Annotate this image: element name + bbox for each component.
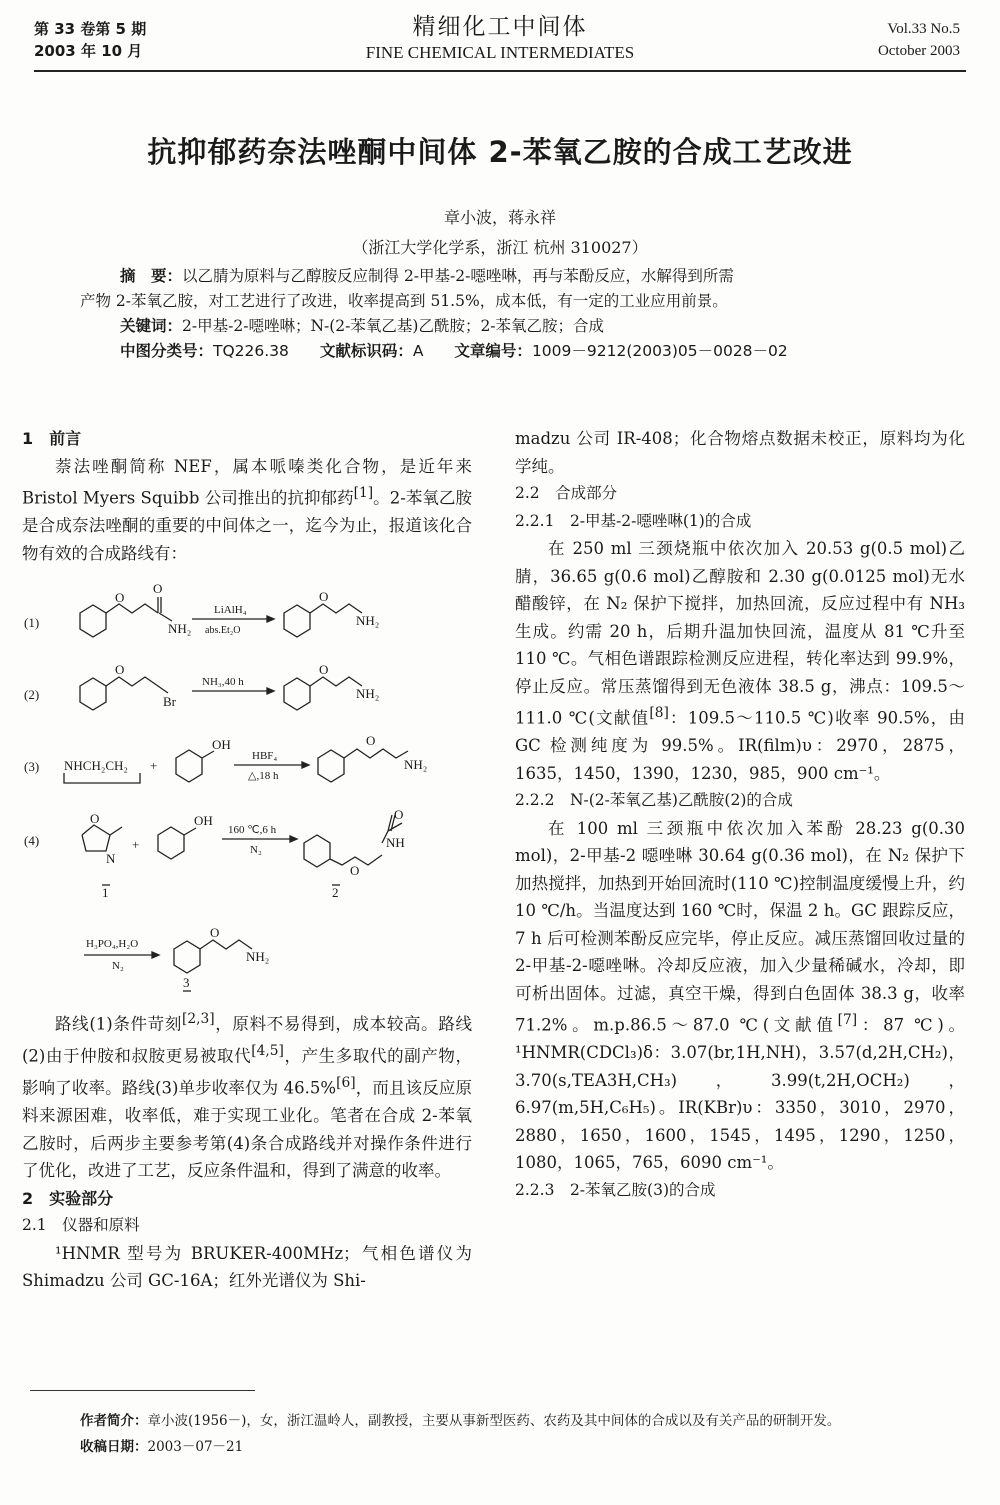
discussion-text-a: 路线(1)条件苛刻 bbox=[55, 1014, 182, 1034]
route-2-conditions: NH₃,40 h bbox=[202, 676, 244, 688]
journal-name-cn: 精细化工中间体 bbox=[412, 14, 588, 40]
author-bio-text: 章小波(1956－)，女，浙江温岭人，副教授，主要从事新型医药、农药及其中间体的合成以及有关产品的研制开发。 bbox=[147, 1413, 841, 1429]
discussion-text-d: ，而且该反应原料来源困难，收率低，难于实现工业化。笔者在合成 2-苯氧乙胺时，后两步主要参考第(4)条合成路线并对操作条件进行了优化，改进了工艺，反应条件温和，得到了满意的收率。 bbox=[22, 1078, 472, 1180]
footnote bbox=[80, 1408, 840, 1460]
route-3-catalyst: HBF₄ bbox=[252, 750, 278, 762]
atom-nh: NH bbox=[386, 835, 405, 850]
atom-n: N bbox=[106, 851, 116, 866]
compound-1-label: 1 bbox=[102, 885, 109, 900]
citation: [2,3] bbox=[182, 1011, 215, 1027]
atom-oh: OH bbox=[194, 813, 213, 828]
keywords-label: 关键词： bbox=[120, 317, 183, 335]
authors: 章小波，蒋永祥 bbox=[443, 208, 556, 227]
clc-value: TQ226.38 bbox=[213, 342, 289, 360]
instruments-paragraph: ¹HNMR 型号为 BRUKER-400MHz；气相色谱仪为 Shimadzu 公司 GC-16A；红外光谱仪为 Shi- bbox=[22, 1243, 472, 1290]
atom-o: O bbox=[319, 662, 329, 677]
instruments-continued: madzu 公司 IR-408；化合物熔点数据未校正，原料均为化学纯。 bbox=[515, 429, 965, 476]
oxazoline-paragraph bbox=[515, 535, 965, 787]
section-heading-intro: 1 前言 bbox=[22, 429, 82, 448]
route-2-label: (2) bbox=[24, 687, 40, 702]
affiliation: （浙江大学化学系，浙江 杭州 310027） bbox=[352, 238, 648, 257]
synthesis-routes-figure bbox=[22, 573, 472, 998]
routes-discussion bbox=[22, 1006, 472, 1185]
doc-code-label: 文献标识码： bbox=[319, 342, 413, 360]
route-1-label: (1) bbox=[24, 615, 40, 630]
intro-text-a: 萘法唑酮简称 NEF，属本哌嗪类化合物，是近年来 Bristol Myers Squibb 公司推出的抗抑郁药 bbox=[22, 456, 472, 508]
paper-title: 抗抑郁药奈法唑酮中间体 2-苯氧乙胺的合成工艺改进 bbox=[147, 135, 853, 169]
subsection-heading-instruments: 2.1 仪器和原料 bbox=[22, 1216, 140, 1234]
hydrolysis-atmosphere: N₂ bbox=[112, 960, 124, 972]
left-column bbox=[22, 425, 472, 1295]
atom-o: O bbox=[153, 581, 163, 596]
volume-en: Vol.33 No.5 bbox=[887, 21, 960, 37]
synthesis-routes-svg bbox=[22, 573, 472, 998]
citation: [8] bbox=[649, 705, 669, 721]
date-en: October 2003 bbox=[877, 43, 960, 59]
atom-o: O bbox=[115, 590, 125, 605]
subsection-heading-acetamide: 2.2.2 N-(2-苯氧乙基)乙酰胺(2)的合成 bbox=[515, 791, 793, 809]
article-no-value: 1009－9212(2003)05－0028－02 bbox=[531, 342, 788, 360]
citation: [4,5] bbox=[251, 1043, 284, 1059]
right-column bbox=[515, 425, 965, 1204]
citation: [1] bbox=[353, 485, 374, 501]
article-no-field bbox=[454, 342, 787, 360]
route-4-conditions: 160 ℃,6 h bbox=[228, 824, 277, 836]
intro-text-b: 。2-苯氧乙胺是合成奈法唑酮的重要的中间体之一，迄今为止，报道该化合物有效的合成路线有： bbox=[22, 488, 472, 563]
doc-code-value: A bbox=[412, 342, 424, 360]
author-bio-label: 作者简介： bbox=[80, 1413, 148, 1429]
keywords-text: 2-甲基-2-噁唑啉；N-(2-苯氧乙基)乙酰胺；2-苯氧乙胺；合成 bbox=[182, 317, 605, 335]
atom-nh2: NH₂ bbox=[246, 949, 270, 964]
atom-oh: OH bbox=[212, 737, 231, 752]
plus-sign: + bbox=[132, 837, 140, 852]
route-3-label: (3) bbox=[24, 759, 40, 774]
received-date-label: 收稿日期： bbox=[80, 1439, 148, 1455]
issue-info-en bbox=[878, 18, 960, 62]
atom-o: O bbox=[394, 807, 404, 822]
abstract bbox=[80, 264, 920, 289]
journal-name-en: FINE CHEMICAL INTERMEDIATES bbox=[365, 43, 635, 62]
atom-nh2: NH₂ bbox=[356, 613, 380, 628]
journal-name bbox=[300, 12, 700, 64]
abstract-block bbox=[80, 264, 920, 364]
volume-cn: 第 33 卷第 5 期 bbox=[34, 20, 147, 38]
atom-o: O bbox=[90, 811, 100, 826]
compound-3-label: 3 bbox=[183, 975, 190, 990]
oxazoline-text-b: ：109.5～110.5 ℃)收率 90.5%，由 GC 检测纯度为 99.5%。IR(film)υ：2970，2875，1635，1450，1390，1230，985，900 cm⁻¹。 bbox=[515, 708, 965, 783]
header-rule bbox=[34, 70, 966, 72]
route-1-solvent: abs.Et₂O bbox=[205, 625, 241, 636]
compound-2-label: 2 bbox=[332, 885, 339, 900]
date-cn: 2003 年 10 月 bbox=[34, 42, 143, 60]
plus-sign: + bbox=[150, 758, 158, 773]
abstract-label: 摘 要： bbox=[120, 267, 183, 285]
subsection-heading-phenoxyethylamine: 2.2.3 2-苯氧乙胺(3)的合成 bbox=[515, 1180, 716, 1199]
hydrolysis-reagents: H₃PO₄,H₂O bbox=[86, 938, 139, 950]
discussion-text-b: ，原料不易得到，成本较高。路线(2)由于仲胺和叔胺更易被取代 bbox=[22, 1014, 473, 1066]
route-3-reagent: NHCH₂CH₂ bbox=[64, 758, 128, 773]
abstract-line-2: 产物 2-苯氧乙胺，对工艺进行了改进，收率提高到 51.5%，成本低，有一定的工业应用前景。 bbox=[80, 292, 728, 310]
atom-nh2: NH₂ bbox=[404, 757, 428, 772]
oxazoline-text-a: 在 250 ml 三颈烧瓶中依次加入 20.53 g(0.5 mol)乙腈，36.65 g(0.6 mol)乙醇胺和 2.30 g(0.0125 mol)无水醋酸锌，在 N₂ 保护下搅拌，加热回流，反应过程中有 NH₃ 生成。约需 20 h，后期升温加快回流，温度从 81 ℃升至 110 ℃。气相色谱跟踪检测反应进程，转化率达到 99.9%，停止反应。常压蒸馏得到无色液体 38.5 g，沸点：109.5～111.0 ℃(文献值 bbox=[515, 539, 965, 728]
acetamide-text-a: 在 100 ml 三颈瓶中依次加入苯酚 28.23 g(0.30 mol)，2-甲基-2 噁唑啉 30.64 g(0.36 mol)，在 N₂ 保护下加热搅拌，加热到开始回流时(110 ℃)控制温度缓慢上升，约 10 ℃/h。当温度达到 160 ℃时，保温 2 h。GC 跟踪反应，7 h 后可检测苯酚反应完毕，停止反应。减压蒸馏回收过量的 2-甲基-2-噁唑啉。冷却反应液，加入少量稀碱水，冷却，即可析出固体。过滤，真空干燥，得到白色固体 38.3 g，收率 71.2%。m.p.86.5～87.0 ℃(文献值 bbox=[515, 818, 965, 1035]
discussion-text-c: ，产生多取代的副产物，影响了收率。路线(3)单步收率仅为 46.5% bbox=[22, 1046, 473, 1098]
subsection-heading-oxazoline: 2.2.1 2-甲基-2-噁唑啉(1)的合成 bbox=[515, 511, 752, 530]
intro-paragraph bbox=[22, 453, 472, 568]
classification-line bbox=[80, 339, 920, 364]
clc-label: 中图分类号： bbox=[120, 342, 214, 360]
route-3-conditions: △,18 h bbox=[248, 770, 279, 782]
route-1-reagent: LiAlH₄ bbox=[214, 604, 247, 616]
citation: [6] bbox=[336, 1075, 356, 1091]
acetamide-text-b: ：87 ℃)。¹HNMR(CDCl₃)δ：3.07(br,1H,NH)，3.57(d,2H,CH₂)，3.70(s,TEA3H,CH₃)，3.99(t,2H,OCH₂)，6.97(m,5H,C₆H₅)。IR(KBr)υ：3350，3010，2970，2880，1650，1600，1545，1495，1290，1250，1080，1065，765，6090 cm⁻¹。 bbox=[515, 1015, 966, 1172]
atom-br: Br bbox=[163, 694, 176, 709]
atom-o: O bbox=[319, 589, 329, 604]
route-4-label: (4) bbox=[24, 833, 40, 848]
clc-field bbox=[120, 342, 289, 360]
acetamide-paragraph bbox=[515, 815, 965, 1177]
article-no-label: 文章编号： bbox=[454, 342, 532, 360]
abstract-line-1: 以乙腈为原料与乙醇胺反应制得 2-甲基-2-噁唑啉，再与苯酚反应，水解得到所需 bbox=[182, 267, 734, 285]
atom-o: O bbox=[350, 863, 360, 878]
issue-info-cn bbox=[34, 18, 146, 62]
doc-code-field bbox=[320, 342, 424, 360]
subsection-heading-synthesis: 2.2 合成部分 bbox=[515, 484, 618, 502]
atom-nh2: NH₂ bbox=[168, 621, 192, 636]
atom-nh2: NH₂ bbox=[356, 686, 380, 701]
received-date bbox=[80, 1434, 840, 1460]
atom-o: O bbox=[366, 733, 376, 748]
section-heading-experimental: 2 实验部分 bbox=[22, 1188, 114, 1208]
citation: [7] bbox=[837, 1012, 858, 1028]
route-4-atmosphere: N₂ bbox=[250, 844, 262, 856]
keywords bbox=[80, 314, 920, 339]
footnote-rule bbox=[30, 1390, 255, 1391]
atom-o: O bbox=[115, 662, 125, 677]
atom-o: O bbox=[210, 925, 220, 940]
author-bio bbox=[80, 1408, 840, 1434]
received-date-value: 2003－07－21 bbox=[147, 1439, 244, 1455]
